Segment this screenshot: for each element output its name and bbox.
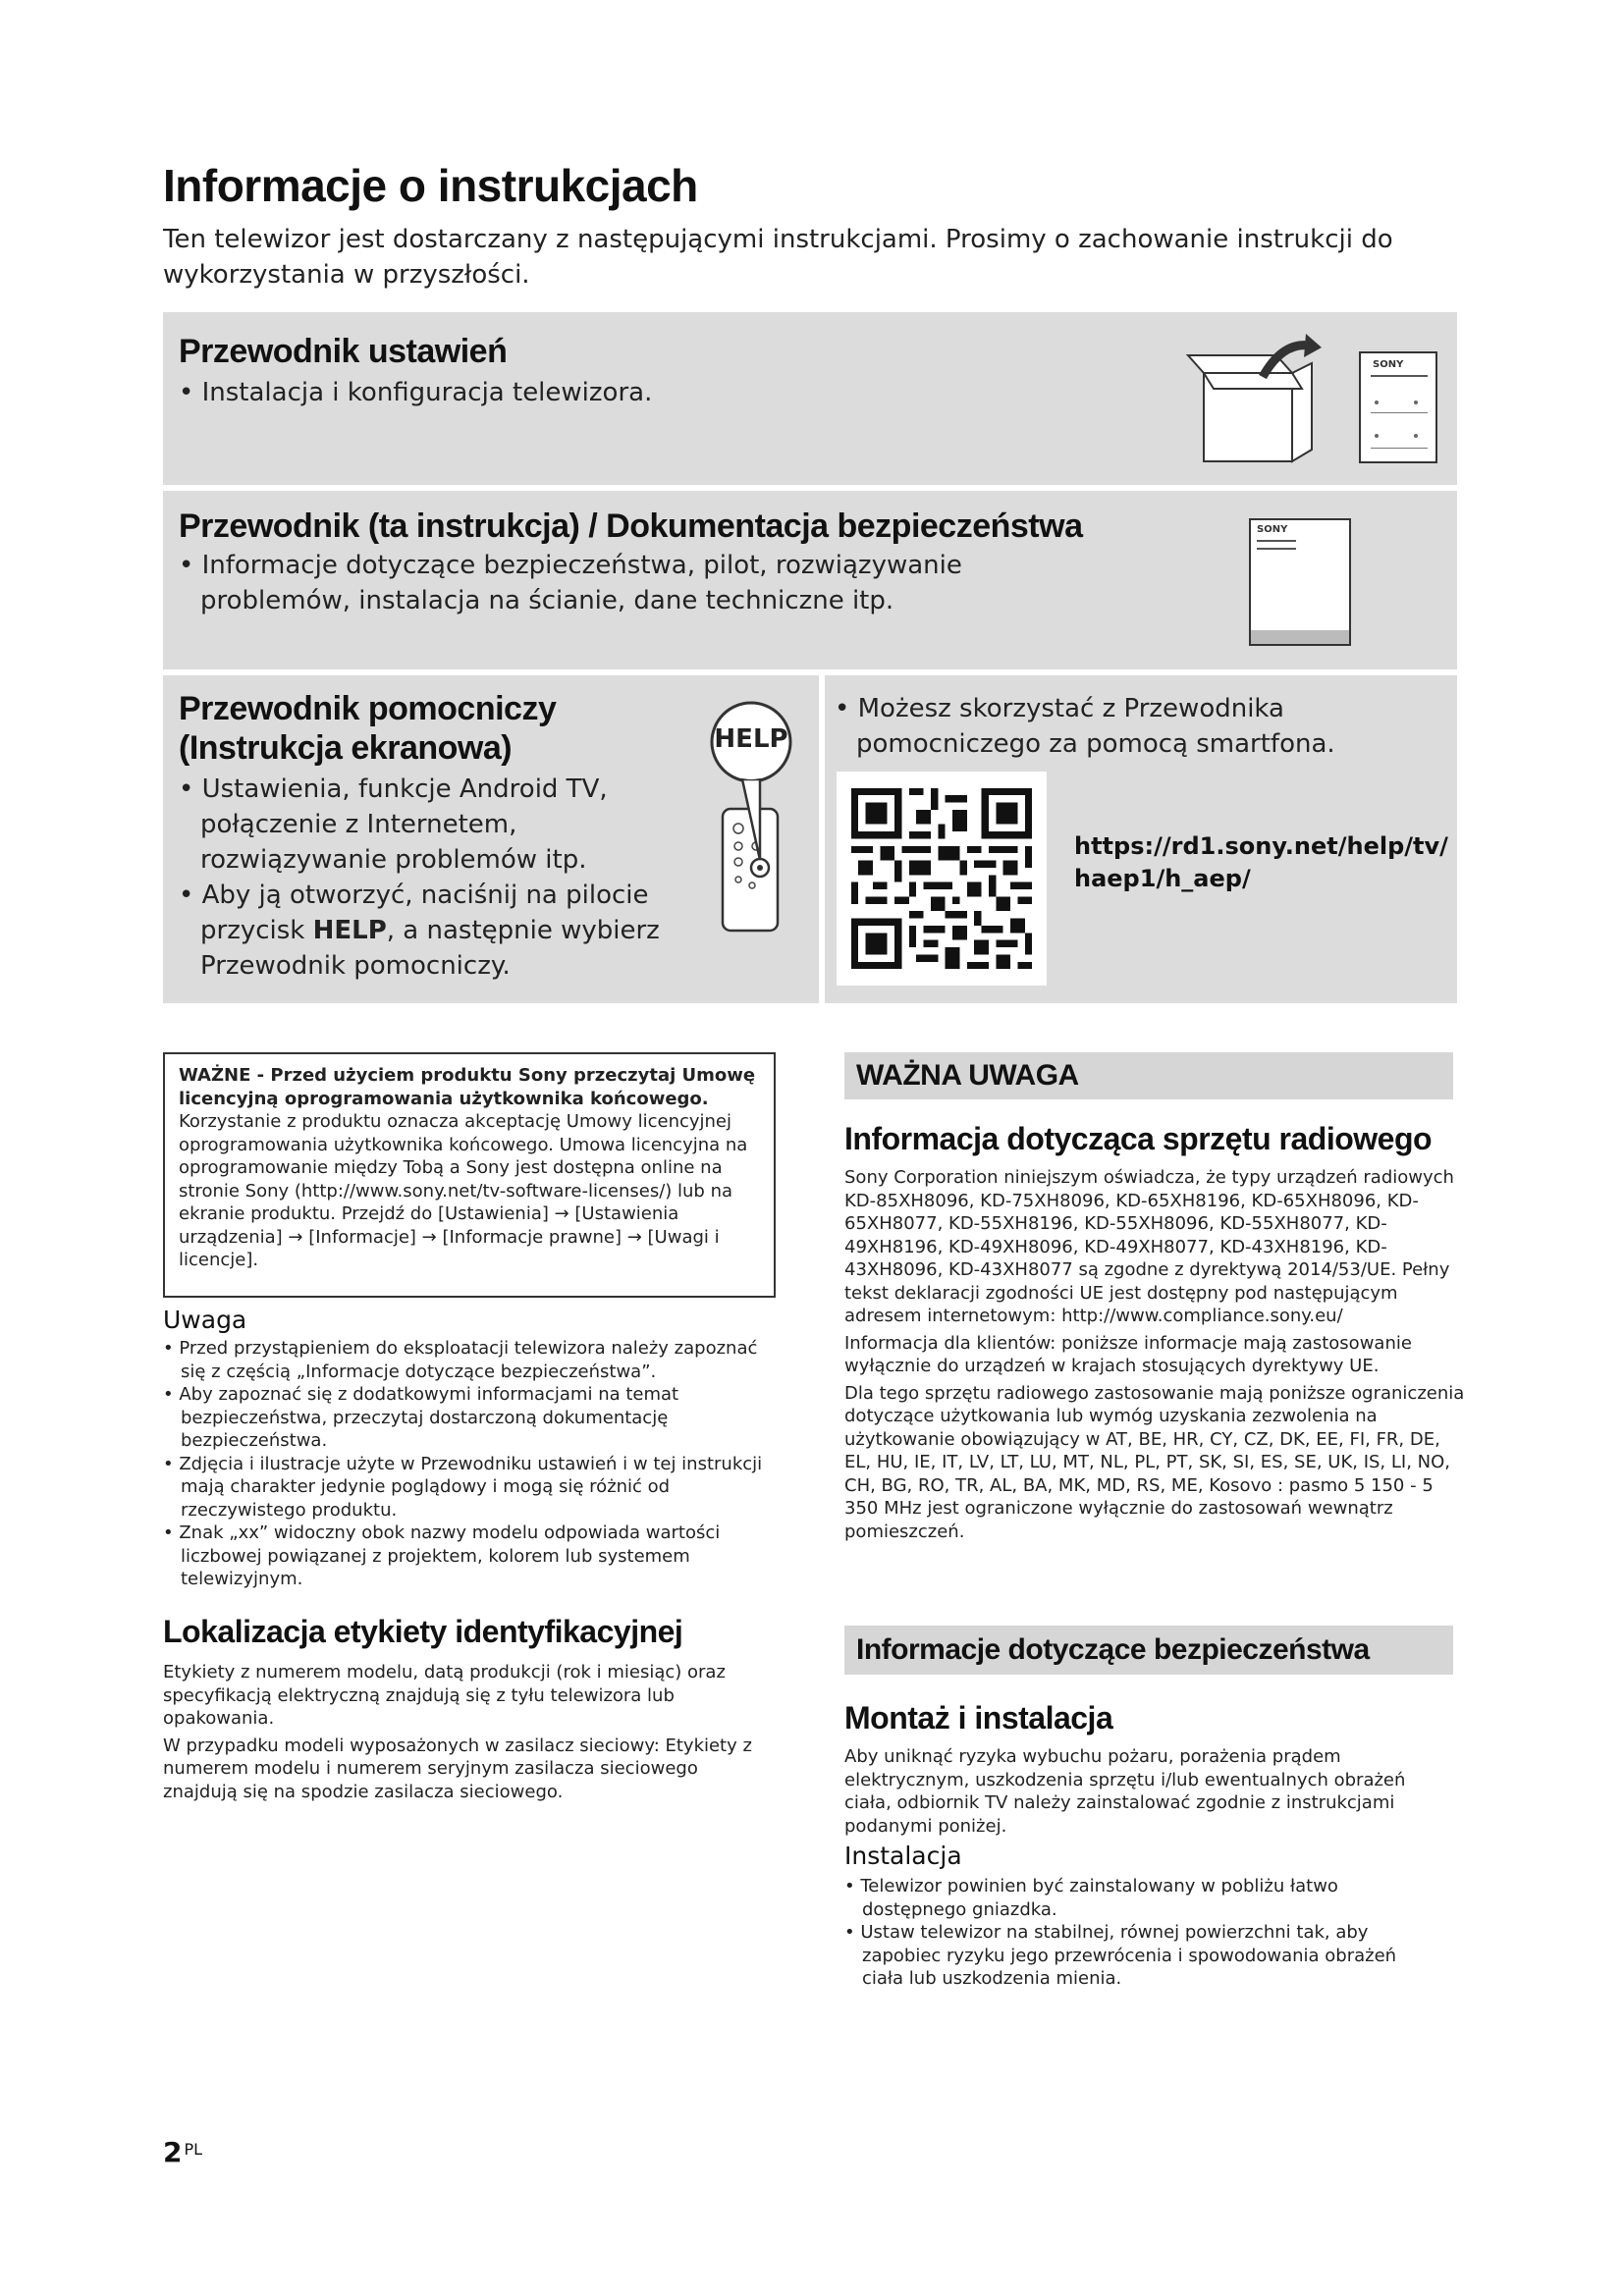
page-number: 2 $^{PL}$	[163, 2136, 203, 2168]
reference-guide-title: Przewodnik (ta instrukcja) / Dokumentacja bezpieczeństwa	[179, 507, 1083, 545]
important-notice-bar: WAŻNA UWAGA	[844, 1052, 1453, 1099]
help-guide-box	[163, 675, 819, 1003]
eula-notice-box	[163, 1052, 776, 1298]
eula-notice-heading: WAŻNE - Przed użyciem produktu Sony przeczytaj Umowę licencyjną oprogramowania użytkownika końcowego.	[179, 1065, 756, 1109]
reference-guide-box	[163, 491, 1457, 669]
list-item: • Informacje dotyczące bezpieczeństwa, pilot, rozwiązywanie problemów, instalacja na ścianie, dane techniczne itp.	[179, 551, 962, 615]
sony-logo: SONY	[1257, 524, 1288, 535]
list-item: • Ustawienia, funkcje Android TV, połączenie z Internetem, rozwiązywanie problemów itp.	[179, 774, 608, 875]
installation-list	[844, 1875, 1434, 1991]
list-item: • Instalacja i konfiguracja telewizora.	[179, 378, 653, 407]
radio-equipment-heading: Informacja dotycząca sprzętu radiowego	[844, 1121, 1433, 1156]
mounting-text: Aby uniknąć ryzyka wybuchu pożaru, porażenia prądem elektrycznym, uszkodzenia sprzętu i/lub ewentualnych obrażeń ciała, odbiornik TV należy zainstalować zgodnie z instrukcjami podanymi poniżej.	[844, 1746, 1406, 1837]
paragraph: Informacja dla klientów: poniższe informacje mają zastosowanie wyłącznie do urządzeń w krajach stosujących dyrektywy UE.	[844, 1332, 1412, 1376]
label-location-text	[163, 1661, 776, 1803]
installation-subheading: Instalacja	[844, 1842, 962, 1870]
radio-equipment-text	[844, 1166, 1465, 1543]
list-item: • Znak „xx” widoczny obok nazwy modelu odpowiada wartości liczbowej powiązanej z projektem, kolorem lub systemem telewizyjnym.	[163, 1522, 721, 1589]
uwaga-list	[163, 1337, 776, 1591]
list-item: • Ustaw telewizor na stabilnej, równej powierzchni tak, aby zapobiec ryzyku jego przewrócenia i spowodowania obrażeń ciała lub uszkodzenia mienia.	[844, 1922, 1397, 1989]
help-url-link[interactable]: https://rd1.sony.net/help/tv/ haep1/h_aep/	[1074, 832, 1448, 892]
paragraph: Sony Corporation niniejszym oświadcza, że typy urządzeń radiowych KD-85XH8096, KD-75XH8096, KD-65XH8196, KD-65XH8096, KD-65XH8077, KD-55XH8196, KD-55XH8096, KD-55XH8077, KD-49XH8196, KD-49XH8096, KD-49XH8077, KD-43XH8196, KD-43XH8096, KD-43XH8077 są zgodne z dyrektywą 2014/53/UE. Pełny tekst deklaracji zgodności UE jest dostępny pod następującym adresem internetowym: http://www.compliance.sony.eu/	[844, 1167, 1454, 1326]
list-item: • Możesz skorzystać z Przewodnika pomocniczego za pomocą smartfona.	[835, 694, 1335, 759]
paragraph: W przypadku modeli wyposażonych w zasilacz sieciowy: Etykiety z numerem modelu i numerem seryjnym zasilacza sieciowego znajdują się na spodzie zasilacza sieciowego.	[163, 1735, 752, 1802]
reference-guide-list	[179, 548, 1062, 618]
setup-guide-title: Przewodnik ustawień	[179, 333, 508, 370]
safety-info-bar: Informacje dotyczące bezpieczeństwa	[844, 1626, 1453, 1675]
help-badge: HELP	[714, 724, 788, 754]
page-title: Informacje o instrukcjach	[163, 160, 698, 211]
list-item: • Aby zapoznać się z dodatkowymi informacjami na temat bezpieczeństwa, przeczytaj dostarczoną dokumentację bezpieczeństwa.	[163, 1384, 679, 1451]
setup-guide-box	[163, 312, 1457, 485]
paragraph: Dla tego sprzętu radiowego zastosowanie mają poniższe ograniczenia dotyczące użytkowania lub wymóg uzyskania zezwolenia na użytkowanie obowiązujący w AT, BE, HR, CY, CZ, DK, EE, FI, FR, DE, EL, HU, IE, IT, LV, LT, LU, MT, NL, PL, PT, SK, SI, ES, SE, UK, IS, LI, NO, CH, BG, RO, TR, AL, BA, MK, MD, RS, ME, Kosovo : pasmo 5 150 - 5 350 MHz jest ograniczone wyłącznie do zastosowań wewnątrz pomieszczeń.	[844, 1382, 1465, 1542]
tv-box-icon	[1184, 334, 1322, 467]
qr-code-icon	[837, 772, 1047, 986]
help-guide-list	[179, 772, 670, 984]
list-item: • Aby ją otworzyć, naciśnij na pilocie przycisk HELP, a następnie wybierz Przewodnik pomocniczy.	[179, 881, 660, 981]
reference-booklet-icon	[1249, 518, 1351, 646]
list-item: • Zdjęcia i ilustracje użyte w Przewodniku ustawień i w tej instrukcji mają charakter jedynie poglądowy i mogą się różnić od rzeczywistego produktu.	[163, 1453, 763, 1521]
intro-text: Ten telewizor jest dostarczany z następującymi instrukcjami. Prosimy o zachowanie instrukcji do wykorzystania w przyszłości.	[163, 225, 1393, 290]
paragraph: Etykiety z numerem modelu, datą produkcji (rok i miesiąc) oraz specyfikacją elektryczną znajdują się z tyłu telewizora lub opakowania.	[163, 1662, 726, 1729]
uwaga-heading: Uwaga	[163, 1306, 247, 1334]
help-guide-title: Przewodnik pomocniczy (Instrukcja ekranowa)	[179, 690, 557, 767]
eula-notice-body: Korzystanie z produktu oznacza akceptację Umowy licencyjnej oprogramowania użytkownika końcowego. Umowa licencyjna na oprogramowanie między Tobą a Sony jest dostępna online na stronie Sony (http://www.sony.net/tv-software-licenses/) lub na ekranie produktu. Przejdź do [Ustawienia] → [Ustawienia urządzenia] → [Informacje] → [Informacje prawne] → [Uwagi i licencje].	[179, 1111, 748, 1270]
label-location-heading: Lokalizacja etykiety identyfikacyjnej	[163, 1614, 683, 1649]
qr-code[interactable]	[837, 772, 1047, 986]
sony-logo: SONY	[1373, 359, 1404, 370]
mounting-heading: Montaż i instalacja	[844, 1700, 1113, 1735]
list-item: • Telewizor powinien być zainstalowany w pobliżu łatwo dostępnego gniazdka.	[844, 1876, 1338, 1920]
smartphone-guide-list	[835, 691, 1384, 762]
list-item: • Przed przystąpieniem do eksploatacji telewizora należy zapoznać się z częścią „Informacje dotyczące bezpieczeństwa”.	[163, 1338, 758, 1382]
setup-guide-list	[179, 375, 1062, 410]
setup-guide-booklet-icon	[1359, 351, 1437, 463]
